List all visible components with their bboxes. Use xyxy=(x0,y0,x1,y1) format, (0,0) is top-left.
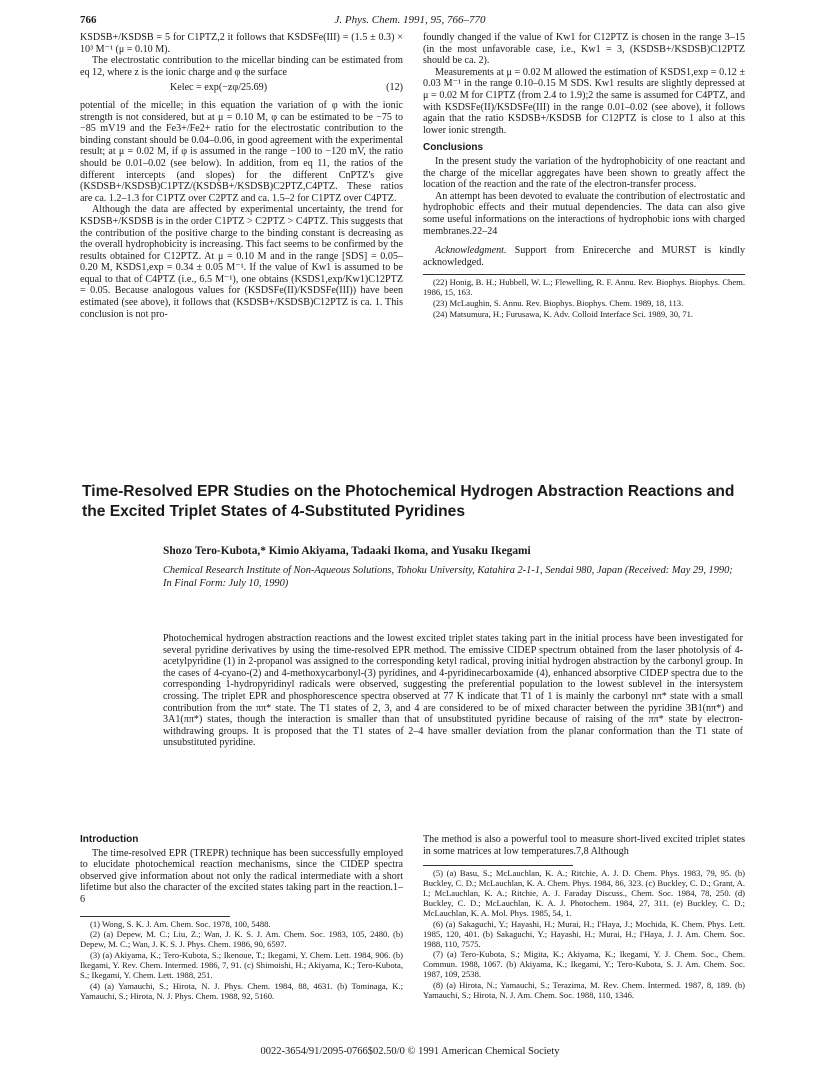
authors: Shozo Tero-Kubota,* Kimio Akiyama, Tadaaki Ikoma, and Yusaku Ikegami xyxy=(163,545,531,557)
reference-item: (24) Matsumura, H.; Furusawa, K. Adv. Colloid Interface Sci. 1989, 30, 71. xyxy=(433,309,694,319)
paragraph: In the present study the variation of the hydrophobicity of one reactant and the charge of the micellar aggregates have been shown to greatly affect the location of the reaction and the rate of the electron-transfer process. xyxy=(423,155,745,191)
top-right-column xyxy=(423,32,745,321)
introduction-heading: Introduction xyxy=(80,834,139,845)
acknowledgment xyxy=(423,245,745,268)
reference-item: (1) Wong, S. K. J. Am. Chem. Soc. 1978, 100, 5488. xyxy=(90,918,271,929)
reference-item: (2) (a) Depew, M. C.; Liu, Z.; Wan, J. K. S. J. Am. Chem. Soc. 1983, 105, 2480. (b) Depew, M. C.; Wan, J. K. S. J. Phys. Chem. 1986, 90, 6597. xyxy=(80,929,403,950)
references-22-24 xyxy=(423,278,745,320)
paragraph: foundly changed if the value of Kw1 for C12PTZ is chosen in the range 3–15 (in the most unfavorable case, i.e., Kw1 = 3, (KSDSB+/KSDSB)C12PTZ should be ca. 2). xyxy=(423,32,745,67)
equation-12 xyxy=(80,82,403,94)
paragraph: potential of the micelle; in this equation the variation of φ with the ionic strength is not considered, but at μ = 0.10 M, φ can be estimated to be −75 to −85 mV19 and the Fe3+/Fe2+ ratio for the electrostatic contribution to the binding constant should be 0.04–0.06, in good agreement with the experimental result; at μ = 0.02 M, if φ is assumed in the range −100 to −120 mV, the ratio should be 0.01–0.02 (see below). In addition, from eq 11, the ratios of the different intercepts (and slopes) for the different CnPTZ's give (KSDSB+/KSDSB)C1PTZ/(KSDSB+/KSDSB)C2PTZ,C4PTZ. These ratios are ca. 1.2–1.3 for C1PTZ over C2PTZ and ca. 1.5–2 for C1PTZ over C4PTZ. xyxy=(80,99,403,204)
paragraph: The electrostatic contribution to the micellar binding can be estimated from eq 12, where z is the ionic charge and φ the surface xyxy=(80,55,403,78)
paragraph: Although the data are affected by experimental uncertainty, the trend for KSDSB+/KSDSB is in the order C1PTZ > C2PTZ > C4PTZ. This suggests that the contribution of the positive charge to the binding constant is decreasing as the overall hydrophobicity is increasing. This fact seems to be confirmed by the results obtained for C12PTZ. At μ = 0.10 M and in the range [SDS] = 0.05–0.20 M, KSDS1,exp = 0.34 ± 0.05 M⁻¹. If the value of Kw1 is assumed to be equal to that of C4PTZ (i.e., 6.5 M⁻¹), one obtains (KSDS1,exp/Kw1)C12PTZ = 0.05. Because analogous values for (KSDSFe(II)/KSDSFe(III)) have been estimated (see above), it follows that (KSDSB+/KSDSB)C12PTZ is ca. 1. This conclusion is not pro- xyxy=(80,204,403,320)
footnote-divider xyxy=(423,865,573,866)
footnote-divider xyxy=(80,916,230,917)
divider xyxy=(423,274,745,275)
paragraph: The method is also a powerful tool to measure short-lived excited triplet states in some matrices at low temperatures.7,8 Although xyxy=(423,834,745,857)
reference-item: (5) (a) Basu, S.; McLauchlan, K. A.; Ritchie, A. J. D. Chem. Phys. 1983, 79, 95. (b) Buckley, C. D.; McLauchlan, K. A. Chem. Phys. 1984, 86, 323. (c) Buckley, C. D.; Grant, A. I.; McLauchlan, K. A.; Ritchie, A. J. Faraday Discuss., Chem. Soc. 1984, 78, 250. (d) Buckley, C. D.; McLauchlan, K. A. J. Photochem. 1984, 27, 311. (e) Buckley, C. D.; McLauchlan, K. A. Mol. Phys. 1985, 54, 1. xyxy=(423,868,745,918)
page-number: 766 xyxy=(80,14,97,26)
paragraph: KSDSB+/KSDSB = 5 for C1PTZ,2 it follows that KSDSFe(III) = (1.5 ± 0.3) × 10³ M⁻¹ (μ = 0.10 M). xyxy=(80,32,403,55)
paragraph: The time-resolved EPR (TREPR) technique has been successfully employed to elucidate photochemical reaction mechanisms, since the CIDEP spectra observed give information about not only the radical intermediate with a short lifetime but also the character of the excited states taking part in the reaction.1–6 xyxy=(80,847,403,905)
reference-item: (8) (a) Hirota, N.; Yamauchi, S.; Terazima, M. Rev. Chem. Intermed. 1987, 8, 189. (b) Yamauchi, S.; Hirota, N. J. Am. Chem. Soc. 1988, 110, 1346. xyxy=(423,980,745,1001)
equation-number: (12) xyxy=(386,82,403,94)
references-1-4 xyxy=(80,920,403,1002)
reference-item: (4) (a) Yamauchi, S.; Hirota, N. J. Phys. Chem. 1984, 88, 4631. (b) Tominaga, K.; Yamauchi, S.; Hirota, N. J. Phys. Chem. 1988, 92, 5160. xyxy=(80,981,403,1001)
footer: 0022-3654/91/2095-0766$02.50/0 © 1991 American Chemical Society xyxy=(260,1046,560,1057)
reference-item: (7) (a) Tero-Kubota, S.; Migita, K.; Akiyama, K.; Ikegami, Y. J. Chem. Soc., Chem. Commun. 1988, 1067. (b) Akiyama, K.; Ikegami, Y.; Tero-Kubota, S. J. Am. Chem. Soc. 1987, 109, 2538. xyxy=(423,949,745,980)
article-title: Time-Resolved EPR Studies on the Photochemical Hydrogen Abstraction Reactions and the Excited Triplet States of 4-Substituted Pyridines xyxy=(82,483,735,520)
intro-right-column xyxy=(423,834,745,1002)
reference-item: (6) (a) Sakaguchi, Y.; Hayashi, H.; Murai, H.; I'Haya, J.; Mochida, K. Chem. Phys. Lett. 1985, 120, 401. (b) Sakaguchi, Y.; Hayashi, H.; Murai, H.; I'Haya, J. J. Am. Chem. Soc. 1988, 110, 7575. xyxy=(423,918,745,949)
reference-item: (23) McLaughin, S. Annu. Rev. Biophys. Biophys. Chem. 1989, 18, 113. xyxy=(433,298,684,309)
reference-item: (22) Honig, B. H.; Hubbell, W. L.; Flewelling, R. F. Annu. Rev. Biophys. Biophys. Chem. 1986, 15, 163. xyxy=(423,277,745,298)
acknowledgment-label: Acknowledgment. xyxy=(435,245,507,257)
acknowledgment-text: Support from Enirecerche and MURST is kindly acknowledged. xyxy=(423,245,745,268)
intro-left-column xyxy=(80,834,403,1003)
abstract: Photochemical hydrogen abstraction reactions and the lowest excited triplet states taking part in the initial process have been investigated for several pyridine derivatives by using the time-resolved EPR method. The emissive CIDEP spectrum obtained from the laser photolysis of 4-acetylpyridine (1) in 2-propanol was assigned to the corresponding ketyl radical, proving initial hydrogen abstraction by the carbonyl group. In the cases of 4-cyano-(2) and 4-methoxycarbonyl-(3) pyridines, and 4-pyridinecarboxamide (4), enhanced absorptive CIDEP spectra due to the corresponding 1-hydropyridinyl radicals were observed, suggesting the preferential population to the lowest sublevel in the intersystem crossing. The triplet EPR and phosphorescence spectra observed at 77 K indicate that T1 of 1 is mainly the carbonyl nπ* state with a small contribution from the ππ* state. The T1 states of 2, 3, and 4 are considered to be of mixed character between the pyridine 3B1(nπ*) and 3A1(ππ*) states, though the interaction is smaller than that of unsubstituted pyridine because of raising of the ππ* state by electron-withdrawing groups. It is proposed that the T1 states of 2–4 have smaller deviation from the planar conformation than the T1 state of unsubstituted pyridine. xyxy=(163,633,743,749)
paragraph: An attempt has been devoted to evaluate the contribution of electrostatic and hydrophobic effects and their mutual dependencies. The data can also give some useful informations on the interactions of hydrophobic ions with charged membranes.22–24 xyxy=(423,190,745,237)
affiliation: Chemical Research Institute of Non-Aqueous Solutions, Tohoku University, Katahira 2-1-1, Sendai 980, Japan (Received: May 29, 1990; In Final Form: July 10, 1990) xyxy=(163,565,733,589)
conclusions-heading: Conclusions xyxy=(423,142,484,154)
paragraph: Measurements at μ = 0.02 M allowed the estimation of KSDS1,exp = 0.12 ± 0.03 M⁻¹ in the range 0.10–0.15 M SDS. Kw1 results are slightly depressed at μ = 0.02 M for C1PTZ (from 2.4 to 1.9);2 the same is assumed for C4PTZ, and with KSDSFe(II)/KSDSFe(III) in the range 0.01–0.02 (see above), it follows again that the ratio KSDSB+/KSDSB for C12PTZ is close to 1 also at this lower ionic strength. xyxy=(423,66,745,136)
top-left-column xyxy=(80,32,403,320)
references-5-8 xyxy=(423,869,745,1001)
journal-header: J. Phys. Chem. 1991, 95, 766–770 xyxy=(334,14,486,26)
equation-text: Kelec = exp(−zφ/25.69) xyxy=(170,82,268,94)
reference-item: (3) (a) Akiyama, K.; Tero-Kubota, S.; Ikenoue, T.; Ikegami, Y. Chem. Lett. 1984, 906. (b) Ikegami, Y. Rev. Chem. Intermed. 1986, 7, 91. (c) Shimoishi, H.; Akiyama, K.; Tero-Kubota, S.; Ikegami, Y. Chem. Lett. 1988, 251. xyxy=(80,950,403,981)
